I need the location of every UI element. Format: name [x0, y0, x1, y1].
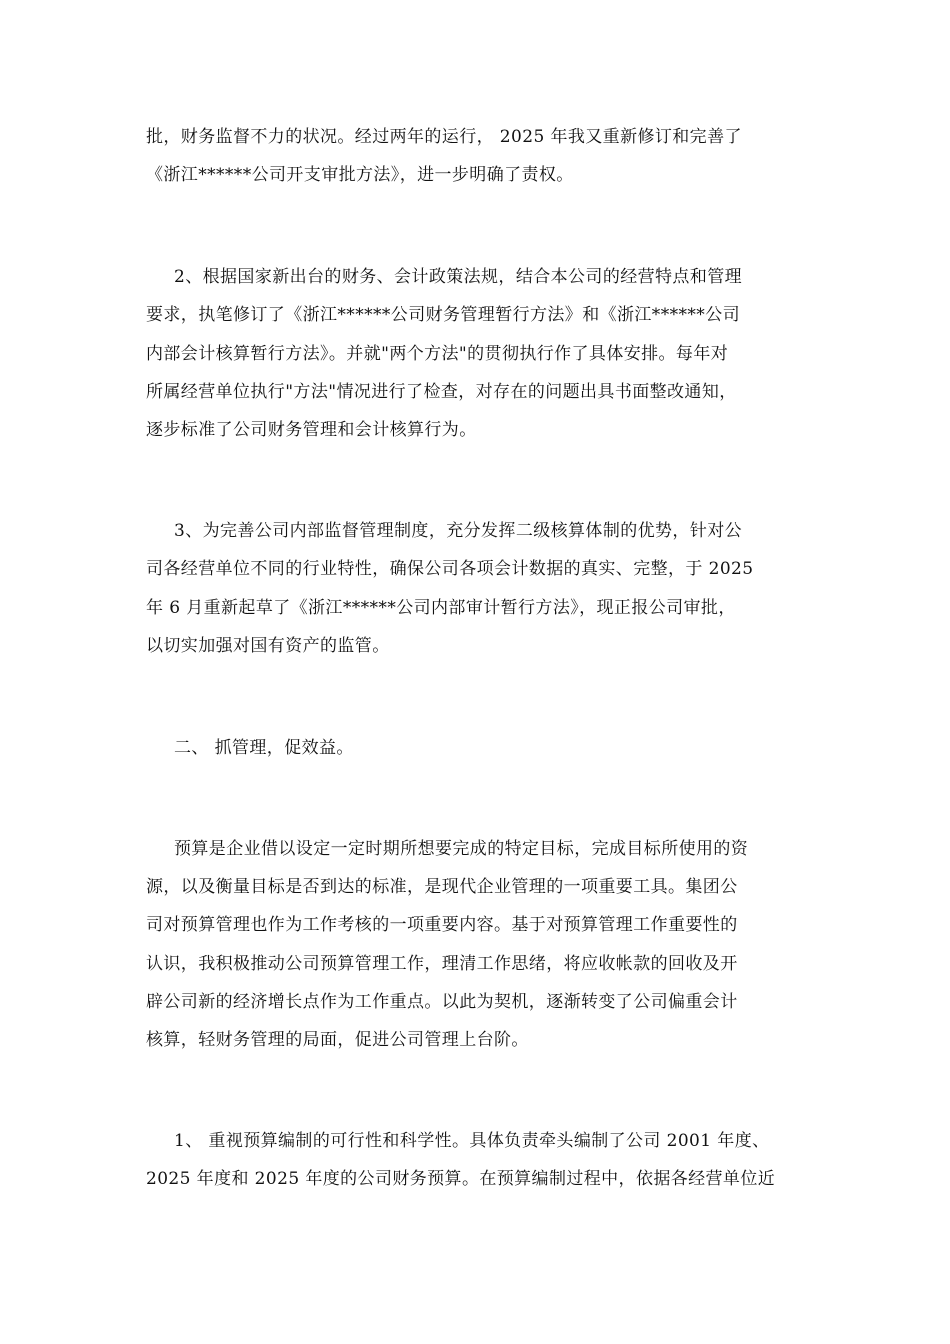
text-line: 要求，执笔修订了《浙江******公司财务管理暂行方法》和《浙江******公司: [146, 305, 740, 325]
text-line: 所属经营单位执行"方法"情况进行了检查，对存在的问题出具书面整改通知，: [146, 382, 737, 402]
text-line: 司对预算管理也作为工作考核的一项重要内容。基于对预算管理工作重要性的: [146, 915, 738, 935]
text-line: 2、根据国家新出台的财务、会计政策法规，结合本公司的经营特点和管理: [174, 267, 743, 287]
text-line: 辟公司新的经济增长点作为工作重点。以此为契机，逐渐转变了公司偏重会计: [146, 992, 738, 1012]
text-line: 以切实加强对国有资产的监管。: [146, 636, 390, 656]
text-line: 2025 年度和 2025 年度的公司财务预算。在预算编制过程中，依据各经营单位近: [146, 1169, 776, 1189]
section-heading: 二、 抓管理，促效益。: [174, 738, 354, 758]
text-line: 核算，轻财务管理的局面，促进公司管理上台阶。: [146, 1030, 529, 1050]
text-line: 源，以及衡量目标是否到达的标准，是现代企业管理的一项重要工具。集团公: [146, 877, 738, 897]
text-line: 年 6 月重新起草了《浙江******公司内部审计暂行方法》，现正报公司审批，: [146, 598, 736, 618]
text-line: 内部会计核算暂行方法》。并就"两个方法"的贯彻执行作了具体安排。每年对: [146, 344, 729, 364]
text-line: 预算是企业借以设定一定时期所想要完成的特定目标，完成目标所使用的资: [174, 839, 749, 859]
text-line: 《浙江******公司开支审批方法》，进一步明确了责权。: [146, 165, 574, 185]
text-line: 认识，我积极推动公司预算管理工作，理清工作思绪，将应收帐款的回收及开: [146, 954, 738, 974]
text-line: 3、为完善公司内部监督管理制度，充分发挥二级核算体制的优势，针对公: [174, 521, 743, 541]
text-line: 1、 重视预算编制的可行性和科学性。具体负责牵头编制了公司 2001 年度、: [174, 1131, 770, 1151]
text-line: 逐步标准了公司财务管理和会计核算行为。: [146, 420, 477, 440]
text-line: 批，财务监督不力的状况。经过两年的运行， 2025 年我又重新修订和完善了: [146, 127, 742, 147]
text-line: 司各经营单位不同的行业特性，确保公司各项会计数据的真实、完整，于 2025: [146, 559, 754, 579]
